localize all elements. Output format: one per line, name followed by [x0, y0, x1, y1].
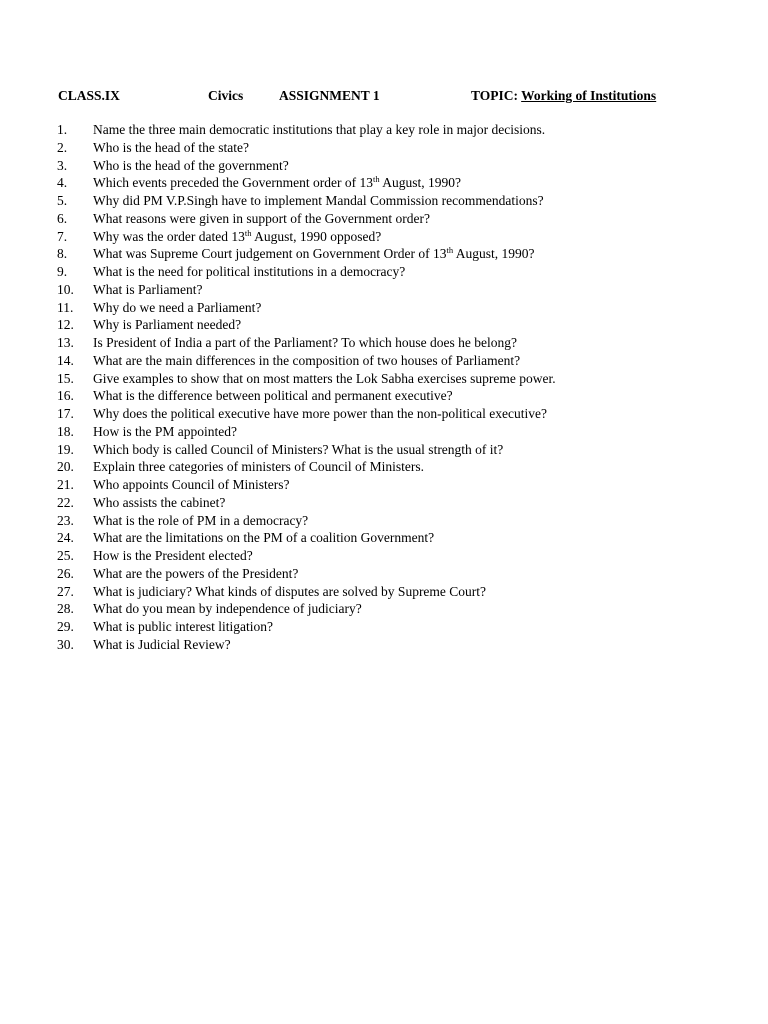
question-item [0, 121, 768, 139]
question-text-part: Name the three main democratic institutions that play a key role in major decisions. [93, 122, 546, 137]
question-number: 13. [57, 335, 74, 350]
question-number: 26. [57, 565, 74, 581]
question-text [93, 547, 253, 565]
question-number: 4. [57, 175, 68, 191]
question-number: 14. [57, 352, 74, 368]
question-text [93, 228, 381, 246]
question-item [0, 441, 768, 459]
question-item [0, 476, 768, 494]
question-text [93, 245, 535, 263]
question-number: 2. [57, 139, 68, 155]
question-item [0, 600, 768, 618]
question-text-part: August, 1990? [379, 175, 462, 191]
question-text-part: August, 1990? [453, 246, 535, 262]
question-text [93, 157, 289, 175]
question-number: 23. [57, 512, 74, 528]
question-text-part: What are the main differences in the composition of two houses of Parliament? [93, 352, 521, 368]
question-text-part: What are the powers of the President? [93, 565, 299, 581]
question-text-part: What is the difference between political and permanent executive? [93, 388, 453, 404]
ordinal-suffix: th [446, 245, 454, 256]
question-text-part: Who is the head of the state? [93, 139, 249, 155]
question-text [93, 263, 405, 281]
question-text-part: What do you mean by independence of judiciary? [93, 601, 362, 617]
question-item [0, 529, 768, 547]
question-item [0, 263, 768, 281]
question-number: 21. [57, 477, 74, 492]
question-item [0, 512, 768, 530]
question-text [93, 494, 225, 512]
question-item [0, 139, 768, 157]
question-number: 9. [57, 264, 68, 279]
question-text-part: What is Judicial Review? [93, 636, 231, 652]
question-text [93, 299, 261, 317]
question-item [0, 334, 768, 352]
question-text [93, 423, 237, 441]
question-item [0, 423, 768, 441]
question-item [0, 494, 768, 512]
assignment-header [0, 86, 768, 106]
question-text-part: How is the PM appointed? [93, 423, 237, 439]
question-text-part: Is President of India a part of the Parliament? To which house does he belong? [93, 335, 517, 350]
question-item [0, 210, 768, 228]
question-text [93, 387, 453, 405]
question-number: 10. [57, 281, 74, 297]
question-text [93, 441, 503, 459]
question-text-part: What is the role of PM in a democracy? [93, 512, 309, 528]
question-item [0, 174, 768, 192]
subject-label: Civics [208, 88, 244, 103]
assignment-label: ASSIGNMENT 1 [279, 88, 380, 103]
question-item [0, 299, 768, 317]
question-item [0, 157, 768, 175]
question-text [93, 512, 308, 530]
question-text [93, 636, 231, 654]
question-text [93, 618, 273, 636]
question-text [93, 600, 362, 618]
question-text-part: Give examples to show that on most matters the Lok Sabha exercises supreme power. [93, 370, 556, 386]
question-item [0, 583, 768, 601]
question-text-part: Why was the order dated 13 [93, 228, 245, 244]
question-text [93, 121, 545, 139]
question-text-part: How is the President elected? [93, 548, 253, 563]
question-number: 25. [57, 548, 74, 563]
question-number: 18. [57, 423, 74, 439]
ordinal-suffix: th [373, 174, 380, 185]
question-number: 6. [57, 210, 68, 226]
question-number: 17. [57, 406, 74, 421]
question-item [0, 618, 768, 636]
question-item [0, 352, 768, 370]
question-text-part: Why is Parliament needed? [93, 317, 242, 333]
question-number: 22. [57, 494, 74, 510]
question-number: 12. [57, 317, 74, 333]
question-item [0, 228, 768, 246]
question-text [93, 174, 461, 192]
question-text-part: Why does the political executive have more power than the non-political executive? [93, 406, 547, 421]
question-text [93, 565, 298, 583]
question-text [93, 405, 547, 423]
ordinal-suffix: th [244, 227, 252, 238]
question-item [0, 192, 768, 210]
question-text [93, 529, 434, 547]
question-text-part: What is Parliament? [93, 281, 203, 297]
question-text [93, 139, 249, 157]
question-item [0, 281, 768, 299]
question-text [93, 583, 486, 601]
question-item [0, 636, 768, 654]
question-number: 16. [57, 388, 74, 404]
question-item [0, 387, 768, 405]
question-item [0, 565, 768, 583]
question-number: 29. [57, 619, 74, 634]
question-text-part: Which body is called Council of Ministers? What is the usual strength of it? [93, 441, 504, 457]
question-text [93, 370, 556, 388]
question-number: 30. [57, 636, 74, 652]
question-number: 5. [57, 193, 68, 208]
question-list [0, 121, 768, 654]
question-text-part: Who appoints Council of Ministers? [93, 477, 290, 492]
question-item [0, 405, 768, 423]
question-item [0, 316, 768, 334]
question-text-part: Why do we need a Parliament? [93, 299, 262, 315]
question-item [0, 370, 768, 388]
question-text-part: August, 1990 opposed? [251, 228, 382, 244]
question-text [93, 210, 430, 228]
question-item [0, 547, 768, 565]
question-text-part: Who is the head of the government? [93, 157, 289, 173]
class-label: CLASS.IX [58, 88, 120, 103]
topic-label: TOPIC: [471, 88, 519, 103]
question-text-part: What is judiciary? What kinds of disputes are solved by Supreme Court? [93, 583, 487, 599]
question-text-part: What is public interest litigation? [93, 619, 273, 634]
question-text [93, 281, 202, 299]
question-text-part: Which events preceded the Government order of 13 [93, 175, 374, 191]
question-text-part: Who assists the cabinet? [93, 494, 226, 510]
question-number: 8. [57, 246, 68, 262]
question-text [93, 476, 289, 494]
question-text-part: What is the need for political institutions in a democracy? [93, 264, 406, 279]
question-number: 27. [57, 583, 74, 599]
topic-value: Working of Institutions [521, 88, 657, 103]
question-number: 11. [57, 299, 74, 315]
question-text [93, 334, 517, 352]
question-text [93, 352, 520, 370]
question-number: 15. [57, 370, 74, 386]
question-number: 20. [57, 459, 74, 475]
question-item [0, 458, 768, 476]
question-number: 3. [57, 157, 68, 173]
question-text [93, 192, 544, 210]
question-text-part: What are the limitations on the PM of a coalition Government? [93, 530, 435, 546]
question-number: 28. [57, 601, 74, 617]
topic-heading [471, 86, 656, 106]
question-number: 1. [57, 122, 68, 137]
question-number: 19. [57, 441, 74, 457]
question-text-part: What was Supreme Court judgement on Government Order of 13 [93, 246, 447, 262]
question-text-part: Explain three categories of ministers of Council of Ministers. [93, 459, 425, 475]
question-number: 24. [57, 530, 74, 546]
question-item [0, 245, 768, 263]
question-text [93, 458, 424, 476]
question-text [93, 316, 241, 334]
question-text-part: What reasons were given in support of the Government order? [93, 210, 431, 226]
question-text-part: Why did PM V.P.Singh have to implement Mandal Commission recommendations? [93, 193, 544, 208]
question-number: 7. [57, 228, 68, 244]
